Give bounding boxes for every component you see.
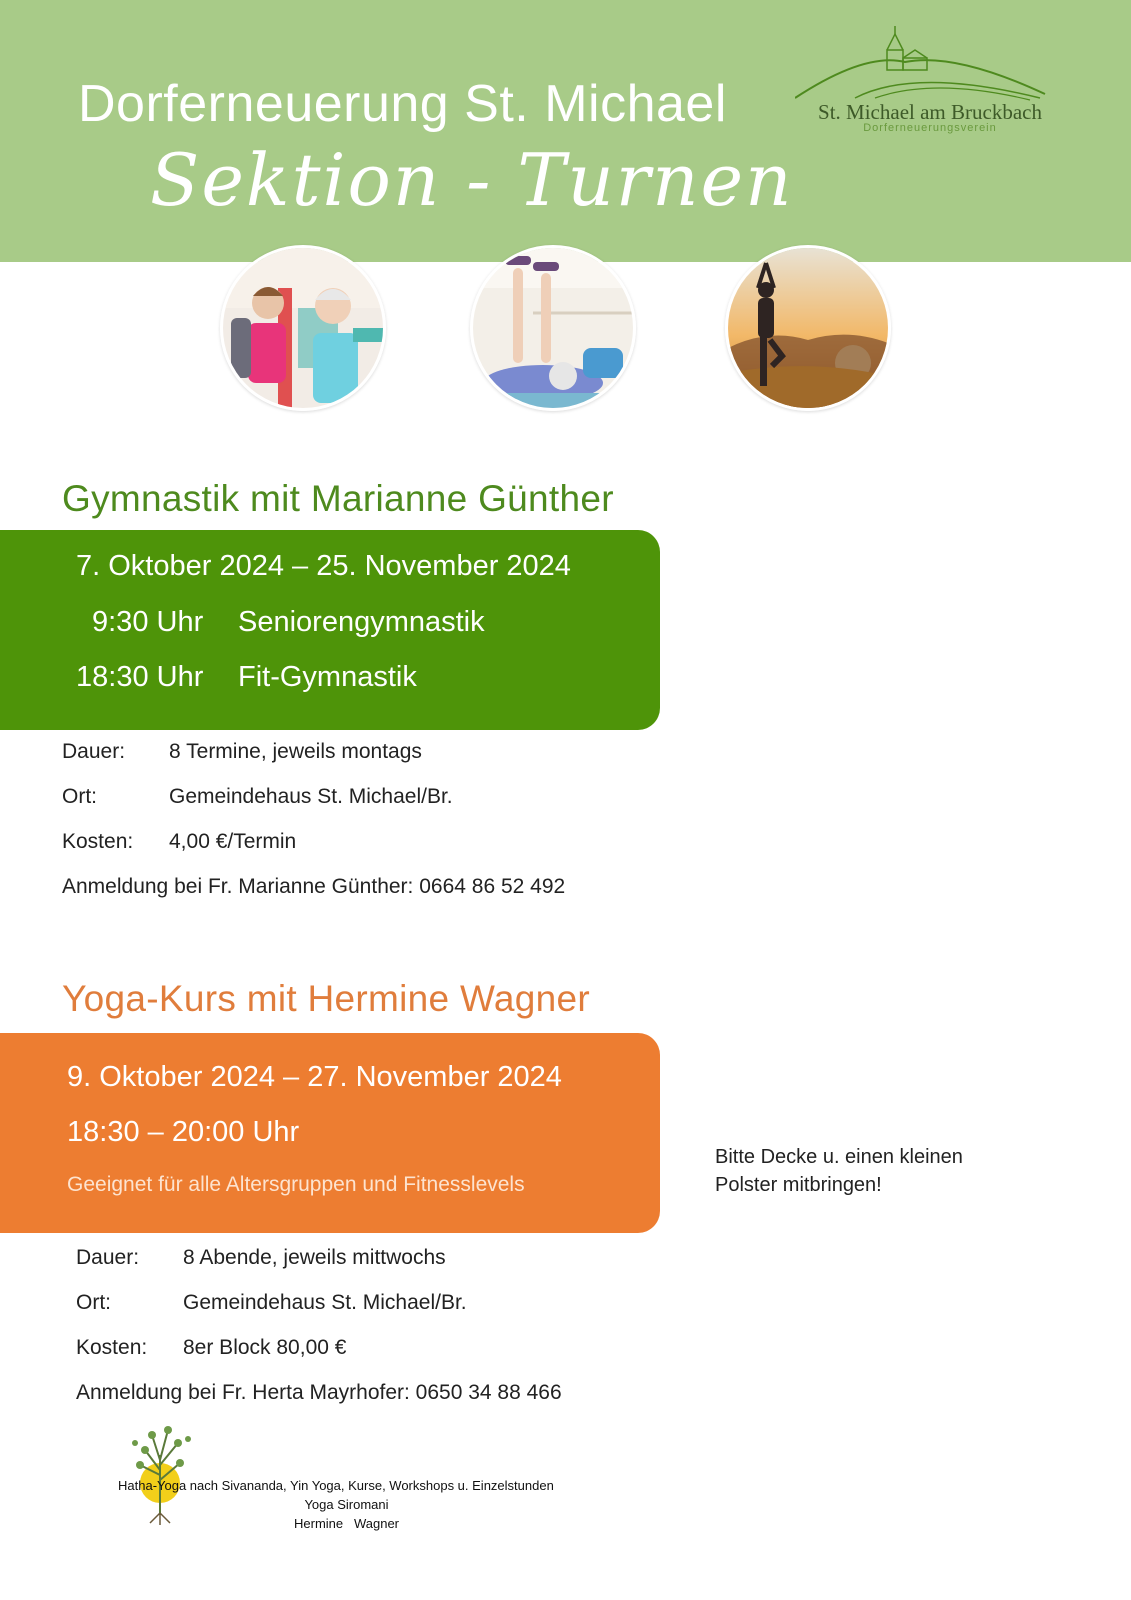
logo-subtitle: Dorferneuerungsverein [863, 122, 997, 134]
logo-name: St. Michael am Bruckbach [818, 100, 1042, 124]
yoga-schedule-box [0, 1033, 660, 1233]
registration-value: bei Fr. Herta Mayrhofer: 0650 34 88 466 [188, 1381, 562, 1404]
detail-value: 8 Termine, jeweils montags [169, 740, 422, 763]
detail-value: 8 Abende, jeweils mittwochs [183, 1246, 446, 1269]
footer-yoga-brand: Yoga Siromani [304, 1497, 389, 1512]
footer-yoga-teacher: Hermine Wagner [294, 1516, 399, 1531]
note-line: Polster mitbringen! [715, 1174, 882, 1196]
church-hill-logo-icon [795, 22, 1065, 102]
registration-label: Anmeldung [76, 1381, 183, 1404]
gymnastik-session-name: Fit-Gymnastik [238, 661, 417, 693]
registration-label: Anmeldung [62, 875, 169, 898]
yoga-heading: Yoga-Kurs mit Hermine Wagner [62, 978, 590, 1019]
gymnastik-schedule-box [0, 530, 660, 730]
note-line: Bitte Decke u. einen kleinen [715, 1146, 963, 1168]
detail-label: Kosten: [76, 1336, 148, 1359]
detail-label: Kosten: [62, 830, 134, 853]
registration-value: bei Fr. Marianne Günther: 0664 86 52 492 [174, 875, 566, 898]
page-title: Dorferneuerung St. Michael [78, 75, 727, 133]
yoga-suitability: Geeignet für alle Altersgruppen und Fitnesslevels [67, 1173, 525, 1196]
detail-label: Ort: [62, 785, 97, 808]
photo-senior-gymnastics [220, 245, 386, 411]
village-logo [795, 22, 1065, 142]
gymnastik-session-time: 18:30 Uhr [76, 661, 204, 693]
yoga-date-range: 9. Oktober 2024 – 27. November 2024 [67, 1061, 562, 1093]
detail-value: 8er Block 80,00 € [183, 1336, 347, 1359]
gymnastik-date-range: 7. Oktober 2024 – 25. November 2024 [76, 550, 571, 582]
page-subtitle: Sektion - Turnen [150, 138, 794, 222]
footer-yoga-offer: Hatha-Yoga nach Sivananda, Yin Yoga, Kurse, Workshops u. Einzelstunden [118, 1478, 554, 1493]
header-banner [0, 0, 1131, 262]
gymnastik-session-name: Seniorengymnastik [238, 606, 485, 638]
detail-value: 4,00 €/Termin [169, 830, 297, 853]
photo-dumbbell-workout [470, 245, 636, 411]
gymnastik-registration [62, 875, 565, 899]
yoga-time: 18:30 – 20:00 Uhr [67, 1116, 300, 1148]
detail-label: Ort: [76, 1291, 111, 1314]
detail-value: Gemeindehaus St. Michael/Br. [183, 1291, 467, 1314]
yoga-registration [76, 1381, 562, 1405]
photo-yoga-sunset [725, 245, 891, 411]
gymnastik-session-time: 9:30 Uhr [92, 606, 204, 638]
detail-label: Dauer: [62, 740, 126, 763]
detail-label: Dauer: [76, 1246, 140, 1269]
yoga-note [715, 1143, 963, 1199]
detail-value: Gemeindehaus St. Michael/Br. [169, 785, 453, 808]
gymnastik-heading: Gymnastik mit Marianne Günther [62, 478, 614, 519]
